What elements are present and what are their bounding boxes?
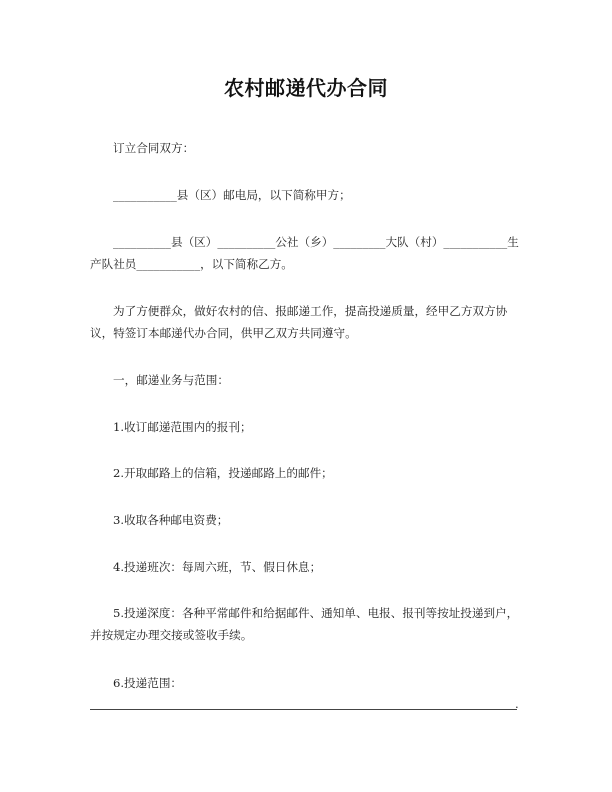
list-item-1: 1.收订邮递范围内的报刊； [113, 420, 252, 434]
list-item-6: 6.投递范围： [113, 676, 183, 690]
document-title: 农村邮递代办合同 [224, 76, 388, 100]
fill-in-line [90, 709, 517, 710]
list-item-3: 3.收取各种邮电资费； [113, 513, 229, 527]
list-item-5: 5.投递深度：各种平常邮件和给据邮件、通知单、电报、报刊等按址投递到户，并按规定办理交接或签收手续。 [90, 606, 519, 642]
paragraph-parties: 订立合同双方： [113, 141, 195, 155]
list-item-4: 4.投递班次：每周六班，节、假日休息； [113, 560, 322, 574]
list-item-2: 2.开取邮路上的信箱，投递邮路上的邮件； [113, 466, 333, 480]
fill-in-line-end: . [515, 697, 519, 711]
paragraph-purpose: 为了方便群众，做好农村的信、报邮递工作，提高投递质量，经甲乙方双方协议，特签订本邮递代办合同，供甲乙双方共同遵守。 [90, 304, 508, 340]
paragraph-party-b: __________县（区）__________公社（乡）_________大队（村）___________生产队社员___________，以下简称乙方。 [90, 235, 519, 271]
paragraph-party-a: ___________县（区）邮电局，以下简称甲方； [113, 188, 351, 202]
section-heading-scope: 一，邮递业务与范围： [113, 373, 229, 387]
